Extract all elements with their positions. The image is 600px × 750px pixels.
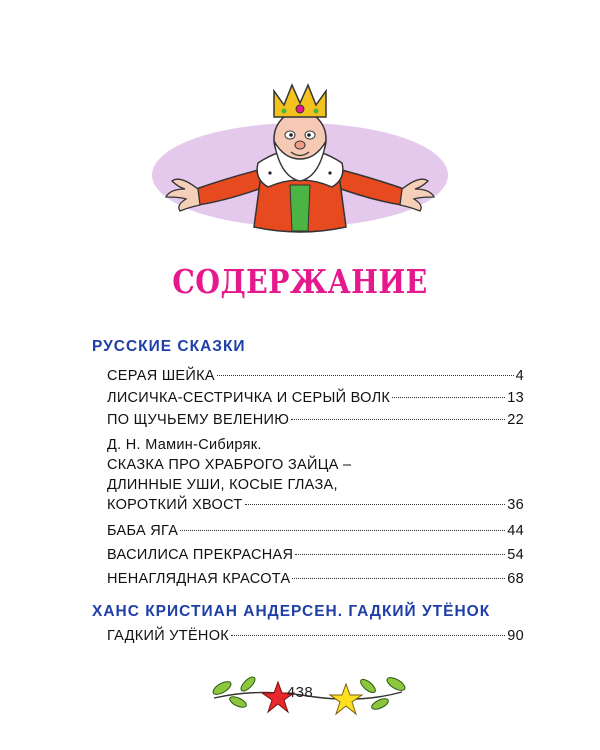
toc-entry-page: 44 <box>507 523 524 539</box>
leader-dots <box>392 397 505 398</box>
toc-entry-page: 22 <box>507 412 524 428</box>
toc-entry-title: ВАСИЛИСА ПРЕКРАСНАЯ <box>107 547 294 563</box>
toc-entry-title: НЕНАГЛЯДНАЯ КРАСОТА <box>107 571 291 587</box>
toc-entry[interactable] <box>107 435 524 515</box>
leader-dots <box>295 554 505 555</box>
toc-entry-page: 90 <box>507 628 524 644</box>
toc-entry[interactable] <box>107 569 524 589</box>
toc-entry[interactable] <box>107 388 524 408</box>
toc-entry-title: БАБА ЯГА <box>107 523 179 539</box>
toc-entry-page: 68 <box>507 571 524 587</box>
toc-entry[interactable] <box>107 521 524 541</box>
leader-dots <box>180 530 505 531</box>
toc-entry[interactable] <box>107 410 524 430</box>
toc-entry-page: 54 <box>507 547 524 563</box>
toc-entry[interactable] <box>107 545 524 565</box>
toc-entry-title-line: СКАЗКА ПРО ХРАБРОГО ЗАЙЦА – <box>107 457 352 473</box>
toc-entry-page: 13 <box>507 390 524 406</box>
toc-entry-page: 4 <box>515 368 524 384</box>
toc-entry[interactable] <box>107 366 524 386</box>
page-title: СОДЕРЖАНИЕ <box>172 262 428 301</box>
leader-dots <box>291 419 505 420</box>
toc-entry-page: 36 <box>507 497 524 513</box>
toc-entry-title: ПО ЩУЧЬЕМУ ВЕЛЕНИЮ <box>107 412 290 428</box>
toc-entry-title: ЛИСИЧКА-СЕСТРИЧКА И СЕРЫЙ ВОЛК <box>107 390 391 406</box>
page-number: 438 <box>286 684 314 701</box>
leader-dots <box>292 578 505 579</box>
toc-entry-title-line: КОРОТКИЙ ХВОСТ <box>107 497 243 513</box>
toc-entry[interactable] <box>107 626 524 646</box>
section-heading-andersen: ХАНС КРИСТИАН АНДЕРСЕН. ГАДКИЙ УТЁНОК <box>92 603 491 620</box>
leader-dots <box>217 375 514 376</box>
toc-entry-title-line: ДЛИННЫЕ УШИ, КОСЫЕ ГЛАЗА, <box>107 477 338 493</box>
toc-entry-title: СЕРАЯ ШЕЙКА <box>107 368 215 384</box>
leader-dots <box>245 504 506 505</box>
toc-entry-title: ГАДКИЙ УТЁНОК <box>107 628 230 644</box>
section-heading-russian-tales: РУССКИЕ СКАЗКИ <box>92 338 246 355</box>
leader-dots <box>231 635 505 636</box>
toc-entry-author: Д. Н. Мамин-Сибиряк. <box>107 437 262 453</box>
king-illustration <box>150 55 450 240</box>
